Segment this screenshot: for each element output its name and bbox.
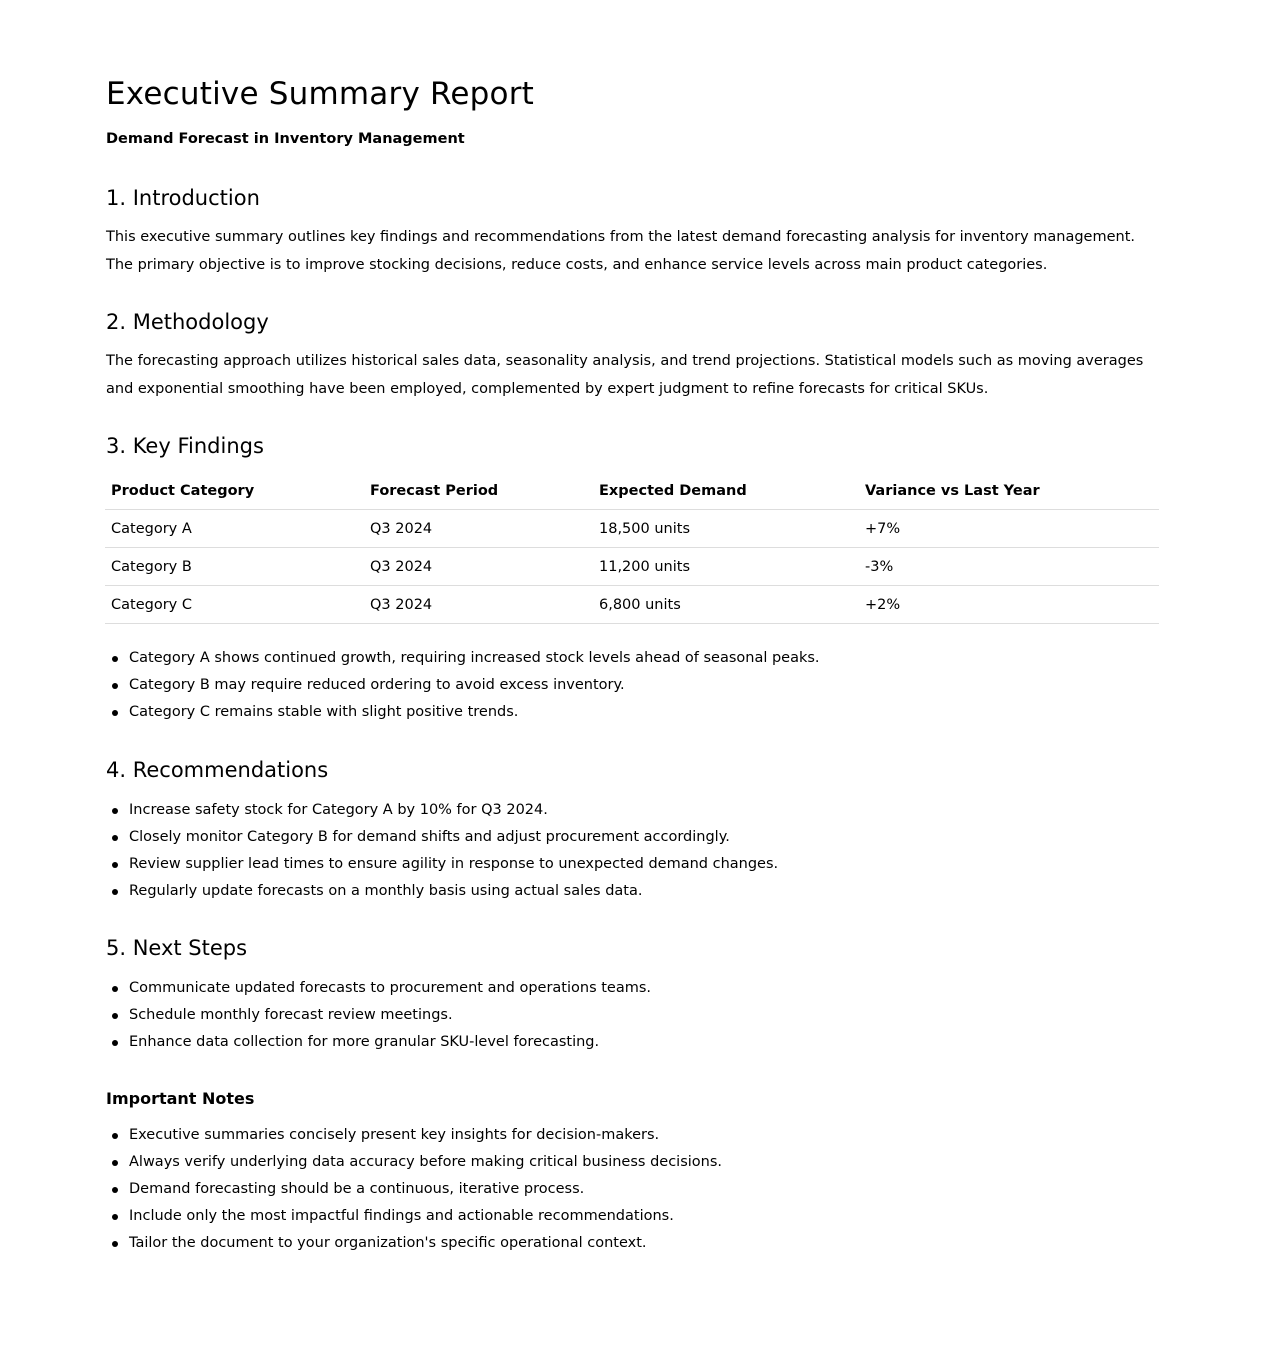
important-notes-heading: Important Notes [106, 1089, 255, 1108]
introduction-paragraph: This executive summary outlines key findings and recommendations from the latest demand forecasting analysis for inventory management. The primary objective is to improve stocking decisions, reduce costs, and enhance service levels across main product categories. [106, 229, 1136, 273]
list-item: Executive summaries concisely present key insights for decision-makers. [106, 1122, 722, 1149]
important-notes-list [106, 1122, 722, 1257]
bullet-icon [112, 889, 118, 895]
list-item: Demand forecasting should be a continuous, iterative process. [106, 1176, 722, 1203]
table-header-row [105, 472, 1159, 510]
list-item: Include only the most impactful findings and actionable recommendations. [106, 1203, 722, 1230]
bullet-icon [112, 808, 118, 814]
table-cell: -3% [859, 548, 1159, 586]
section-heading-recommendations: 4. Recommendations [106, 758, 329, 782]
table-cell: +2% [859, 586, 1159, 624]
table-cell: Category B [105, 548, 364, 586]
column-header: Expected Demand [593, 472, 859, 510]
table-cell: Q3 2024 [364, 586, 593, 624]
table-cell: Category C [105, 586, 364, 624]
bullet-icon [112, 862, 118, 868]
column-header: Variance vs Last Year [859, 472, 1159, 510]
table-cell: 6,800 units [593, 586, 859, 624]
table-cell: Q3 2024 [364, 510, 593, 548]
report-title: Executive Summary Report [106, 76, 535, 112]
column-header: Product Category [105, 472, 364, 510]
section-heading-methodology: 2. Methodology [106, 310, 269, 334]
bullet-icon [112, 1133, 118, 1139]
list-item: Enhance data collection for more granular SKU-level forecasting. [106, 1029, 651, 1056]
list-item: Closely monitor Category B for demand shifts and adjust procurement accordingly. [106, 824, 778, 851]
bullet-icon [112, 1040, 118, 1046]
section-heading-introduction: 1. Introduction [106, 186, 260, 210]
bullet-icon [112, 1160, 118, 1166]
list-item: Always verify underlying data accuracy before making critical business decisions. [106, 1149, 722, 1176]
bullet-icon [112, 1187, 118, 1193]
list-item: Category B may require reduced ordering to avoid excess inventory. [106, 672, 820, 699]
recommendations-list [106, 797, 778, 905]
bullet-icon [112, 683, 118, 689]
section-heading-next-steps: 5. Next Steps [106, 936, 248, 960]
list-item: Increase safety stock for Category A by 10% for Q3 2024. [106, 797, 778, 824]
list-item: Tailor the document to your organization's specific operational context. [106, 1230, 722, 1257]
section-heading-key-findings: 3. Key Findings [106, 434, 264, 458]
bullet-icon [112, 656, 118, 662]
forecast-table [105, 472, 1159, 624]
list-item: Schedule monthly forecast review meetings. [106, 1002, 651, 1029]
table-row [105, 586, 1159, 624]
bullet-icon [112, 1013, 118, 1019]
table-row [105, 548, 1159, 586]
bullet-icon [112, 835, 118, 841]
table-cell: Category A [105, 510, 364, 548]
key-findings-list [106, 645, 820, 726]
bullet-icon [112, 1241, 118, 1247]
table-cell: Q3 2024 [364, 548, 593, 586]
methodology-paragraph: The forecasting approach utilizes historical sales data, seasonality analysis, and trend projections. Statistical models such as moving averages and exponential smoothing have been employed, complemented by expert judgment to refine forecasts for critical SKUs. [106, 353, 1144, 397]
list-item: Communicate updated forecasts to procurement and operations teams. [106, 975, 651, 1002]
table-cell: 11,200 units [593, 548, 859, 586]
column-header: Forecast Period [364, 472, 593, 510]
list-item: Regularly update forecasts on a monthly basis using actual sales data. [106, 878, 778, 905]
report-subtitle: Demand Forecast in Inventory Management [106, 131, 465, 147]
next-steps-list [106, 975, 651, 1056]
bullet-icon [112, 710, 118, 716]
bullet-icon [112, 1214, 118, 1220]
bullet-icon [112, 986, 118, 992]
list-item: Category A shows continued growth, requiring increased stock levels ahead of seasonal peaks. [106, 645, 820, 672]
list-item: Category C remains stable with slight positive trends. [106, 699, 820, 726]
table-row [105, 510, 1159, 548]
table-cell: 18,500 units [593, 510, 859, 548]
table-cell: +7% [859, 510, 1159, 548]
list-item: Review supplier lead times to ensure agility in response to unexpected demand changes. [106, 851, 778, 878]
